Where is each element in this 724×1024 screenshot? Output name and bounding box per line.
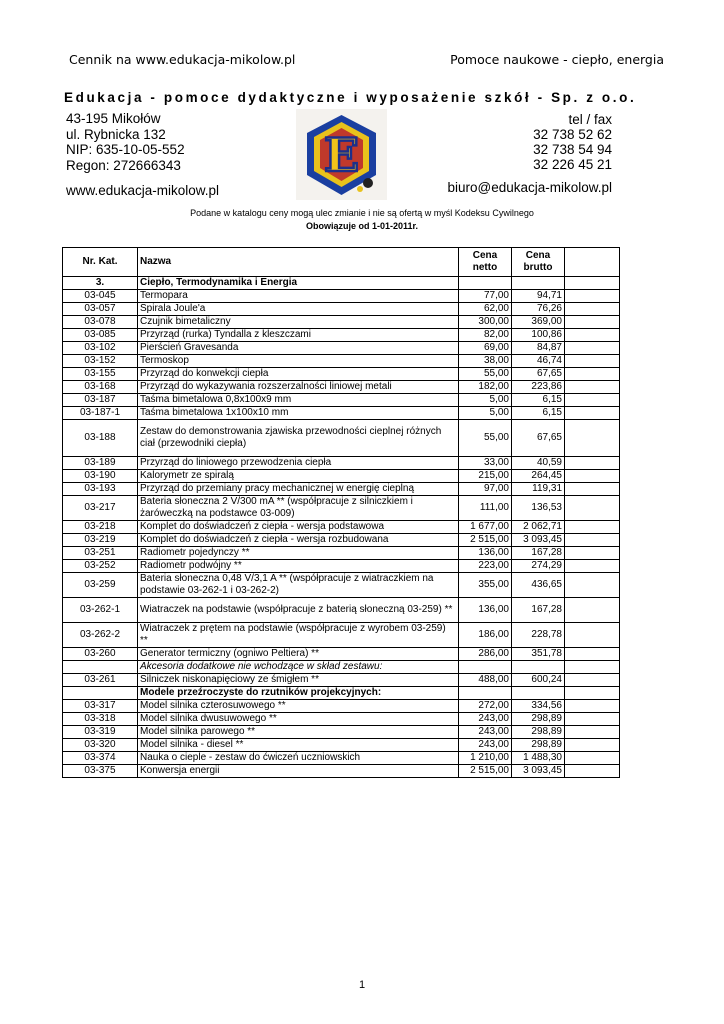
row-name: Bateria słoneczna 0,48 V/3,1 A ** (współpracuje z wiatraczkiem na podstawie 03-262-1 i 03-262-2) — [138, 573, 459, 598]
phone-label: tel / fax — [568, 112, 612, 127]
row-empty — [565, 674, 620, 687]
row-gross: 228,78 — [512, 623, 565, 648]
row-net: 5,00 — [459, 407, 512, 420]
row-name: Model silnika parowego ** — [138, 726, 459, 739]
row-num: 03-251 — [63, 547, 138, 560]
row-empty — [565, 290, 620, 303]
row-net: 186,00 — [459, 623, 512, 648]
row-gross: 298,89 — [512, 713, 565, 726]
table-row — [63, 290, 620, 303]
address-line: NIP: 635-10-05-552 — [66, 142, 185, 157]
row-gross: 167,28 — [512, 598, 565, 623]
row-net: 2 515,00 — [459, 765, 512, 778]
row-num: 03-261 — [63, 674, 138, 687]
row-net: 55,00 — [459, 368, 512, 381]
row-gross: 40,59 — [512, 457, 565, 470]
row-net: 2 515,00 — [459, 534, 512, 547]
row-empty — [565, 726, 620, 739]
table-row — [63, 407, 620, 420]
phone-number: 32 226 45 21 — [533, 157, 612, 172]
table-row — [63, 316, 620, 329]
row-net: 215,00 — [459, 470, 512, 483]
row-num: 03-218 — [63, 521, 138, 534]
row-name: Silniczek niskonapięciowy ze śmigłem ** — [138, 674, 459, 687]
row-num: 03-187 — [63, 394, 138, 407]
table-row — [63, 329, 620, 342]
row-num: 03-319 — [63, 726, 138, 739]
row-num: 03-057 — [63, 303, 138, 316]
company-contact — [533, 112, 612, 172]
row-net: 82,00 — [459, 329, 512, 342]
row-num: 03-187-1 — [63, 407, 138, 420]
table-row — [63, 355, 620, 368]
row-empty — [565, 739, 620, 752]
row-net: 69,00 — [459, 342, 512, 355]
row-empty — [565, 407, 620, 420]
table-row — [63, 765, 620, 778]
row-empty — [565, 700, 620, 713]
row-name: Termopara — [138, 290, 459, 303]
row-name: Generator termiczny (ogniwo Peltiera) ** — [138, 648, 459, 661]
row-gross: 94,71 — [512, 290, 565, 303]
price-notice: Podane w katalogu ceny mogą ulec zmianie i nie są ofertą w myśl Kodeksu Cywilnego — [190, 208, 534, 218]
row-name: Komplet do doświadczeń z ciepła - wersja podstawowa — [138, 521, 459, 534]
row-name: Przyrząd do przemiany pracy mechanicznej w energię cieplną — [138, 483, 459, 496]
row-num: 03-155 — [63, 368, 138, 381]
table-row — [63, 547, 620, 560]
row-num: 03-219 — [63, 534, 138, 547]
header-gross: Cena brutto — [512, 248, 565, 277]
row-gross: 67,65 — [512, 420, 565, 457]
row-gross: 2 062,71 — [512, 521, 565, 534]
row-num — [63, 661, 138, 674]
row-name: Termoskop — [138, 355, 459, 368]
row-net: 38,00 — [459, 355, 512, 368]
table-row — [63, 661, 620, 674]
row-gross: 298,89 — [512, 739, 565, 752]
table-row — [63, 713, 620, 726]
table-row — [63, 381, 620, 394]
logo-letter: E — [323, 128, 360, 182]
row-empty — [565, 342, 620, 355]
row-num: 03-102 — [63, 342, 138, 355]
header-num: Nr. Kat. — [63, 248, 138, 277]
row-empty — [565, 457, 620, 470]
header-net: Cena netto — [459, 248, 512, 277]
row-empty — [565, 547, 620, 560]
row-num: 03-262-2 — [63, 623, 138, 648]
row-num: 03-190 — [63, 470, 138, 483]
row-gross: 3 093,45 — [512, 765, 565, 778]
table-row — [63, 674, 620, 687]
phone-number: 32 738 54 94 — [533, 142, 612, 157]
table-row — [63, 368, 620, 381]
row-name: Nauka o cieple - zestaw do ćwiczeń uczniowskich — [138, 752, 459, 765]
row-gross: 600,24 — [512, 674, 565, 687]
row-net: 5,00 — [459, 394, 512, 407]
row-gross: 351,78 — [512, 648, 565, 661]
row-net: 243,00 — [459, 726, 512, 739]
table-row — [63, 496, 620, 521]
row-num: 03-317 — [63, 700, 138, 713]
row-num: 03-078 — [63, 316, 138, 329]
row-name: Model silnika - diesel ** — [138, 739, 459, 752]
row-num: 03-260 — [63, 648, 138, 661]
row-gross: 264,45 — [512, 470, 565, 483]
table-row — [63, 483, 620, 496]
row-name: Konwersja energii — [138, 765, 459, 778]
table-row — [63, 560, 620, 573]
row-gross — [512, 277, 565, 290]
page-number: 1 — [358, 979, 366, 991]
row-num: 03-152 — [63, 355, 138, 368]
row-empty — [565, 713, 620, 726]
row-empty — [565, 470, 620, 483]
row-num: 03-045 — [63, 290, 138, 303]
table-row — [63, 457, 620, 470]
row-net: 97,00 — [459, 483, 512, 496]
row-net: 182,00 — [459, 381, 512, 394]
table-row — [63, 726, 620, 739]
table-row — [63, 687, 620, 700]
row-gross: 6,15 — [512, 407, 565, 420]
row-name: Bateria słoneczna 2 V/300 mA ** (współpracuje z silniczkiem i żaróweczką na podstawce 03-009) — [138, 496, 459, 521]
row-net: 355,00 — [459, 573, 512, 598]
table-row — [63, 648, 620, 661]
row-num: 03-259 — [63, 573, 138, 598]
row-num: 3. — [63, 277, 138, 290]
row-gross: 274,29 — [512, 560, 565, 573]
row-gross: 76,26 — [512, 303, 565, 316]
table-row — [63, 623, 620, 648]
address-line: Regon: 272666343 — [66, 157, 181, 173]
row-empty — [565, 496, 620, 521]
table-row — [63, 521, 620, 534]
row-num: 03-168 — [63, 381, 138, 394]
row-empty — [565, 368, 620, 381]
row-empty — [565, 394, 620, 407]
row-num: 03-320 — [63, 739, 138, 752]
row-name: Ciepło, Termodynamika i Energia — [138, 277, 459, 290]
company-website: www.edukacja-mikolow.pl — [66, 183, 220, 198]
row-net: 488,00 — [459, 674, 512, 687]
row-net: 1 210,00 — [459, 752, 512, 765]
table-row — [63, 700, 620, 713]
header-left-text: Cennik na www.edukacja-mikolow.pl — [69, 52, 296, 67]
row-gross: 436,65 — [512, 573, 565, 598]
row-net — [459, 661, 512, 674]
company-name: Edukacja - pomoce dydaktyczne i wyposażenie szkół - Sp. z o.o. — [64, 90, 637, 105]
row-gross: 119,31 — [512, 483, 565, 496]
row-num: 03-189 — [63, 457, 138, 470]
row-empty — [565, 303, 620, 316]
row-name: Taśma bimetalowa 0,8x100x9 mm — [138, 394, 459, 407]
row-num: 03-085 — [63, 329, 138, 342]
row-empty — [565, 560, 620, 573]
table-row — [63, 598, 620, 623]
row-name: Wiatraczek na podstawie (współpracuje z baterią słoneczną 03-259) ** — [138, 598, 459, 623]
row-net: 243,00 — [459, 739, 512, 752]
row-gross: 136,53 — [512, 496, 565, 521]
table-row — [63, 420, 620, 457]
row-net: 77,00 — [459, 290, 512, 303]
row-net: 1 677,00 — [459, 521, 512, 534]
row-name: Wiatraczek z prętem na podstawie (współpracuje z wyrobem 03-259) ** — [138, 623, 459, 648]
header-name: Nazwa — [138, 248, 459, 277]
row-name: Przyrząd (rurka) Tyndalla z kleszczami — [138, 329, 459, 342]
row-empty — [565, 329, 620, 342]
row-net: 223,00 — [459, 560, 512, 573]
row-num: 03-217 — [63, 496, 138, 521]
row-empty — [565, 623, 620, 648]
row-empty — [565, 765, 620, 778]
row-name: Akcesoria dodatkowe nie wchodzące w skład zestawu: — [138, 661, 459, 674]
validity-date: Obowiązuje od 1-01-2011r. — [305, 221, 419, 231]
row-empty — [565, 483, 620, 496]
row-gross: 100,86 — [512, 329, 565, 342]
row-name: Przyrząd do wykazywania rozszerzalności liniowej metali — [138, 381, 459, 394]
table-row — [63, 739, 620, 752]
row-empty — [565, 752, 620, 765]
row-empty — [565, 687, 620, 700]
table-row — [63, 534, 620, 547]
row-name: Pierścień Gravesanda — [138, 342, 459, 355]
row-num: 03-252 — [63, 560, 138, 573]
price-table — [62, 247, 620, 778]
row-net — [459, 277, 512, 290]
row-net: 111,00 — [459, 496, 512, 521]
row-name: Radiometr podwójny ** — [138, 560, 459, 573]
row-net — [459, 687, 512, 700]
phone-number: 32 738 52 62 — [533, 127, 612, 142]
row-num: 03-188 — [63, 420, 138, 457]
table-row — [63, 394, 620, 407]
row-name: Kalorymetr ze spiralą — [138, 470, 459, 483]
row-empty — [565, 355, 620, 368]
row-empty — [565, 661, 620, 674]
row-gross: 167,28 — [512, 547, 565, 560]
company-address — [66, 111, 185, 173]
row-net: 272,00 — [459, 700, 512, 713]
row-gross: 369,00 — [512, 316, 565, 329]
row-net: 286,00 — [459, 648, 512, 661]
address-line: ul. Rybnicka 132 — [66, 126, 166, 142]
table-row — [63, 573, 620, 598]
row-num: 03-318 — [63, 713, 138, 726]
row-name: Czujnik bimetaliczny — [138, 316, 459, 329]
row-gross: 223,86 — [512, 381, 565, 394]
row-num: 03-193 — [63, 483, 138, 496]
row-gross: 3 093,45 — [512, 534, 565, 547]
row-name: Przyrząd do liniowego przewodzenia ciepła — [138, 457, 459, 470]
row-num: 03-375 — [63, 765, 138, 778]
row-empty — [565, 521, 620, 534]
row-name: Przyrząd do konwekcji ciepła — [138, 368, 459, 381]
row-empty — [565, 598, 620, 623]
row-gross — [512, 687, 565, 700]
row-name: Model silnika dwusuwowego ** — [138, 713, 459, 726]
row-empty — [565, 648, 620, 661]
row-net: 136,00 — [459, 598, 512, 623]
row-num: 03-374 — [63, 752, 138, 765]
row-num: 03-262-1 — [63, 598, 138, 623]
row-empty — [565, 277, 620, 290]
row-name: Komplet do doświadczeń z ciepła - wersja rozbudowana — [138, 534, 459, 547]
row-gross: 67,65 — [512, 368, 565, 381]
row-gross: 1 488,30 — [512, 752, 565, 765]
table-row — [63, 470, 620, 483]
row-name: Model silnika czterosuwowego ** — [138, 700, 459, 713]
address-line: 43-195 Mikołów — [66, 111, 161, 126]
row-net: 300,00 — [459, 316, 512, 329]
row-name: Taśma bimetalowa 1x100x10 mm — [138, 407, 459, 420]
row-name: Zestaw do demonstrowania zjawiska przewodności cieplnej różnych ciał (przewodniki ciepła) — [138, 420, 459, 457]
table-row — [63, 277, 620, 290]
table-row — [63, 342, 620, 355]
row-empty — [565, 420, 620, 457]
row-empty — [565, 381, 620, 394]
row-gross: 298,89 — [512, 726, 565, 739]
row-gross: 334,56 — [512, 700, 565, 713]
row-gross: 84,87 — [512, 342, 565, 355]
header-empty — [565, 248, 620, 277]
row-net: 243,00 — [459, 713, 512, 726]
row-name: Modele przeźroczyste do rzutników projekcyjnych: — [138, 687, 459, 700]
header-right-text: Pomoce naukowe - ciepło, energia — [450, 52, 664, 67]
company-email: biuro@edukacja-mikolow.pl — [447, 180, 612, 195]
row-net: 136,00 — [459, 547, 512, 560]
row-gross: 46,74 — [512, 355, 565, 368]
row-net: 62,00 — [459, 303, 512, 316]
row-gross: 6,15 — [512, 394, 565, 407]
company-logo-icon — [296, 109, 387, 200]
row-num — [63, 687, 138, 700]
row-empty — [565, 316, 620, 329]
table-row — [63, 303, 620, 316]
row-net: 33,00 — [459, 457, 512, 470]
row-empty — [565, 573, 620, 598]
row-name: Spirala Joule'a — [138, 303, 459, 316]
table-header-row — [63, 248, 620, 277]
row-empty — [565, 534, 620, 547]
row-gross — [512, 661, 565, 674]
row-name: Radiometr pojedynczy ** — [138, 547, 459, 560]
table-row — [63, 752, 620, 765]
row-net: 55,00 — [459, 420, 512, 457]
